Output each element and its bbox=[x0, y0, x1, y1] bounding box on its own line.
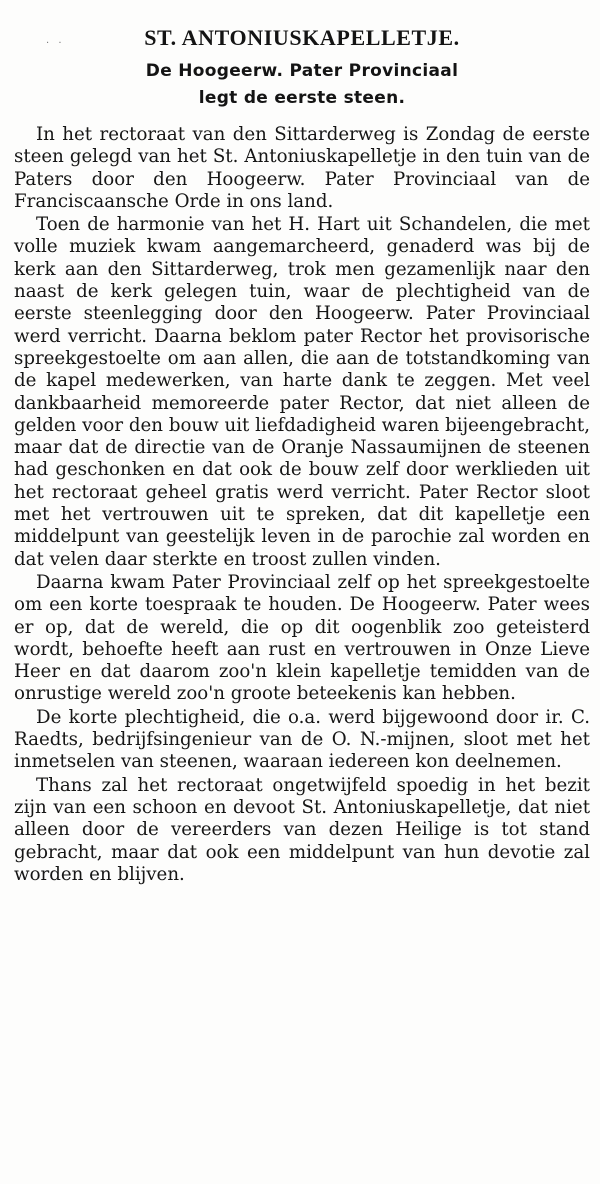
article-paragraph-3: Daarna kwam Pater Provinciaal zelf op het spreekgestoelte om een korte toespraak te houden. De Hoogeerw. Pater wees er op, dat de wereld, die op dit oogenblik zoo geteisterd wordt, behoefte heeft aan rust en vertrouwen in Onze Lieve Heer en dat daarom zoo'n klein kapelletje temidden van de onrustige wereld zoo'n groote beteekenis kan hebben. bbox=[14, 571, 590, 705]
article-body bbox=[14, 124, 590, 886]
article bbox=[14, 24, 590, 887]
article-paragraph-1: In het rectoraat van den Sittarderweg is Zondag de eerste steen gelegd van het St. Antoniuskapelletje in den tuin van de Paters door den Hoogeerw. Pater Provinciaal van de Franciscaansche Orde in ons land. bbox=[14, 124, 590, 212]
article-headline: ST. ANTONIUSKAPELLETJE. bbox=[144, 25, 460, 50]
article-subhead-line-1: De Hoogeerw. Pater Provinciaal bbox=[145, 61, 459, 81]
scan-speck-decoration: · · bbox=[46, 38, 65, 49]
article-paragraph-4: De korte plechtigheid, die o.a. werd bijgewoond door ir. C. Raedts, bedrijfsingenieur van de O. N.-mijnen, sloot met het inmetselen van steenen, waaraan iedereen kon deelnemen. bbox=[14, 706, 590, 773]
article-paragraph-2: Toen de harmonie van het H. Hart uit Schandelen, die met volle muziek kwam aangemarcheerd, genaderd was bij de kerk aan den Sittarderweg, trok men gezamenlijk naar den naast de kerk gelegen tuin, waar de plechtigheid van de eerste steenlegging door den Hoogeerw. Pater Provinciaal werd verricht. Daarna beklom pater Rector het provisorische spreekgestoelte om aan allen, die aan de totstandkoming van de kapel medewerken, van harte dank te zeggen. Met veel dankbaarheid memoreerde pater Rector, dat niet alleen de gelden voor den bouw uit liefdadigheid waren bijeengebracht, maar dat de directie van de Oranje Nassaumijnen de steenen had geschonken en dat ook de bouw zelf door werklieden uit het rectoraat geheel gratis werd verricht. Pater Rector sloot met het vertrouwen uit te spreken, dat dit kapelletje een middelpunt van geestelijk leven in de parochie zal worden en dat velen daar sterkte en troost zullen vinden. bbox=[14, 214, 590, 570]
article-paragraph-5: Thans zal het rectoraat ongetwijfeld spoedig in het bezit zijn van een schoon en devoot St. Antoniuskapelletje, dat niet alleen door de vereerders van dezen Heilige is tot stand gebracht, maar dat ook een middelpunt van hun devotie zal worden en blijven. bbox=[14, 774, 590, 885]
article-subhead-line-2: legt de eerste steen. bbox=[198, 88, 406, 108]
